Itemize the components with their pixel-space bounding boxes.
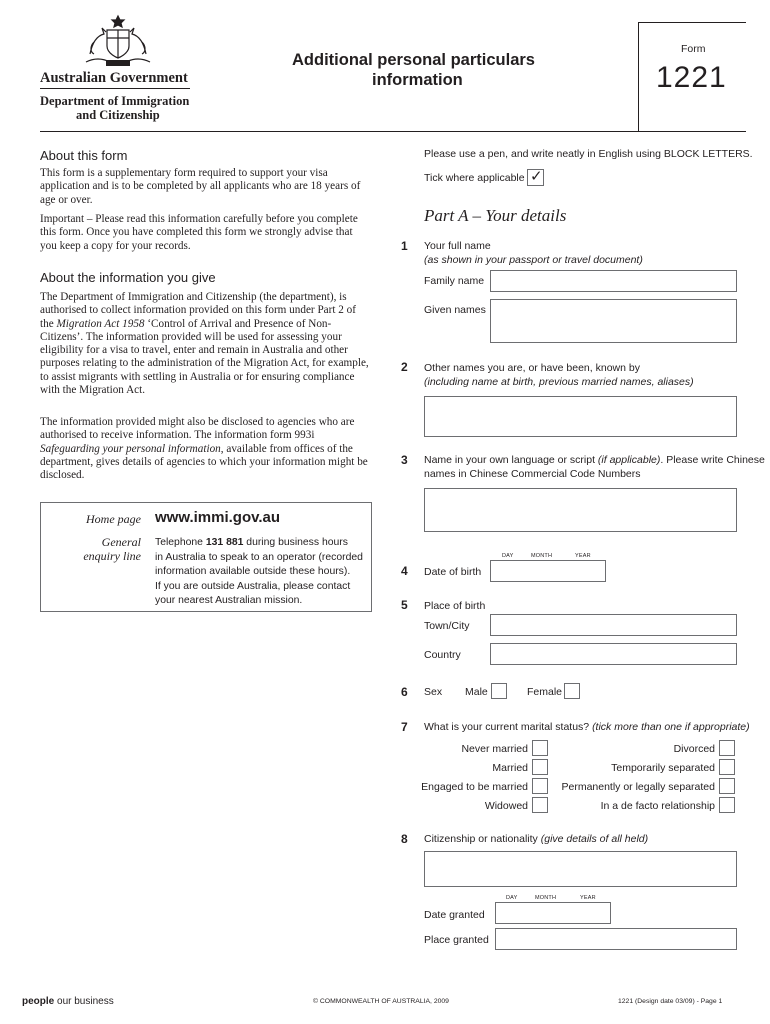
form-label: Form bbox=[681, 43, 706, 55]
granted-year-caption: YEAR bbox=[580, 895, 596, 901]
given-names-label: Given names bbox=[424, 304, 486, 316]
question-5-number: 5 bbox=[401, 598, 408, 612]
question-2-label: Other names you are, or have been, known by bbox=[424, 362, 640, 374]
question-8-label: Citizenship or nationality (give details of all held) bbox=[424, 833, 649, 845]
date-of-birth-field[interactable] bbox=[490, 560, 606, 582]
given-names-field[interactable] bbox=[490, 299, 737, 343]
town-city-label: Town/City bbox=[424, 620, 470, 632]
de-facto-checkbox[interactable] bbox=[719, 797, 735, 813]
form-number-box bbox=[638, 22, 746, 132]
question-8-number: 8 bbox=[401, 832, 408, 846]
check-mark-icon: ✓ bbox=[530, 168, 543, 185]
place-granted-field[interactable] bbox=[495, 928, 737, 950]
form-number: 1221 bbox=[656, 61, 727, 94]
tick-instruction: Tick where applicable bbox=[424, 172, 525, 184]
engaged-label: Engaged to be married bbox=[421, 781, 528, 793]
citizenship-field[interactable] bbox=[424, 851, 737, 887]
about-info-paragraph-1: The Department of Immigration and Citizenship (the department), is authorised to collect information provided on this form under Part 2 of the Migration Act 1958 ‘Control of Arrival and Presence of Non-Citizens’. The information provided will be used for assessing your eligibility for a visa to travel, enter and remain in Australia and other purposes relating to the administration of the Migration Act, for example, to assist migrants with settling in Australia or for ensuring compliance with the Migration Act. bbox=[40, 291, 369, 397]
part-a-heading: Part A – Your details bbox=[424, 206, 567, 225]
question-1-label: Your full name bbox=[424, 240, 491, 252]
contact-box bbox=[40, 502, 372, 612]
married-label: Married bbox=[492, 762, 528, 774]
footer-copyright: © COMMONWEALTH OF AUSTRALIA, 2009 bbox=[313, 998, 449, 1005]
question-1-subtext: (as shown in your passport or travel document) bbox=[424, 254, 643, 266]
temporarily-separated-label: Temporarily separated bbox=[611, 762, 715, 774]
never-married-checkbox[interactable] bbox=[532, 740, 548, 756]
permanently-separated-checkbox[interactable] bbox=[719, 778, 735, 794]
department-line-1: Department of Immigration bbox=[40, 94, 190, 108]
home-page-label: Home page bbox=[86, 512, 141, 526]
footer-page-info: 1221 (Design date 03/09) - Page 1 bbox=[618, 998, 723, 1005]
dob-day-caption: DAY bbox=[502, 553, 514, 559]
enquiry-text: Telephone 131 881 during business hours in Australia to speak to an operator (recorded information available outside these hours). If you are outside Australia, please contact your nearest Australian mission. bbox=[155, 537, 363, 607]
dob-year-caption: YEAR bbox=[575, 553, 591, 559]
question-2-number: 2 bbox=[401, 360, 408, 374]
permanently-separated-label: Permanently or legally separated bbox=[561, 781, 715, 793]
question-7-number: 7 bbox=[401, 720, 408, 734]
question-6-number: 6 bbox=[401, 685, 408, 699]
date-granted-field[interactable] bbox=[495, 902, 611, 924]
about-form-paragraph-1: This form is a supplementary form required to support your visa application and is to be completed by all applicants who are 18 years of age or over. bbox=[40, 167, 361, 206]
married-checkbox[interactable] bbox=[532, 759, 548, 775]
question-3-label: Name in your own language or script (if applicable). Please write Chinese bbox=[424, 454, 765, 466]
footer-tagline: people our business bbox=[22, 996, 114, 1007]
family-name-field[interactable] bbox=[490, 270, 737, 292]
date-granted-label: Date granted bbox=[424, 909, 485, 921]
other-names-field[interactable] bbox=[424, 396, 737, 437]
family-name-label: Family name bbox=[424, 275, 485, 287]
question-7-label: What is your current marital status? (tick more than one if appropriate) bbox=[424, 721, 750, 733]
form-title-line-2: information bbox=[372, 71, 463, 89]
country-field[interactable] bbox=[490, 643, 737, 665]
female-label: Female bbox=[527, 686, 563, 698]
writing-instruction: Please use a pen, and write neatly in English using BLOCK LETTERS. bbox=[424, 148, 753, 160]
never-married-label: Never married bbox=[461, 743, 528, 755]
about-form-paragraph-2: Important – Please read this information carefully before you complete this form. Once you have completed this form we strongly advise that you keep a copy for your records. bbox=[40, 213, 358, 252]
about-form-heading: About this form bbox=[40, 148, 128, 163]
question-4-number: 4 bbox=[401, 564, 408, 578]
widowed-label: Widowed bbox=[484, 800, 528, 812]
country-label: Country bbox=[424, 649, 461, 661]
home-page-url[interactable]: www.immi.gov.au bbox=[155, 509, 281, 526]
question-2-subtext: (including name at birth, previous married names, aliases) bbox=[424, 376, 694, 388]
date-of-birth-label: Date of birth bbox=[424, 566, 482, 578]
government-name: Australian Government bbox=[40, 70, 188, 86]
question-3-number: 3 bbox=[401, 453, 408, 467]
widowed-checkbox[interactable] bbox=[532, 797, 548, 813]
place-of-birth-label: Place of birth bbox=[424, 600, 486, 612]
form-title-line-1: Additional personal particulars bbox=[292, 51, 535, 69]
sex-label: Sex bbox=[424, 686, 443, 698]
enquiry-label-1: General bbox=[101, 535, 141, 549]
tick-example-box bbox=[527, 169, 544, 186]
coat-of-arms-icon bbox=[80, 12, 156, 70]
town-city-field[interactable] bbox=[490, 614, 737, 636]
female-checkbox[interactable] bbox=[564, 683, 580, 699]
granted-day-caption: DAY bbox=[506, 895, 518, 901]
male-checkbox[interactable] bbox=[491, 683, 507, 699]
about-info-paragraph-2: The information provided might also be disclosed to agencies who are authorised to receive information. The information form 993i Safeguarding your personal information, available from offices of the department, gives details of agencies to which your information might be disclosed. bbox=[40, 416, 368, 482]
de-facto-label: In a de facto relationship bbox=[600, 800, 715, 812]
question-1-number: 1 bbox=[401, 239, 408, 253]
department-line-2: and Citizenship bbox=[76, 108, 160, 122]
divorced-label: Divorced bbox=[673, 743, 715, 755]
native-script-name-field[interactable] bbox=[424, 488, 737, 532]
about-info-heading: About the information you give bbox=[40, 270, 216, 285]
dob-month-caption: MONTH bbox=[531, 553, 553, 559]
temporarily-separated-checkbox[interactable] bbox=[719, 759, 735, 775]
place-granted-label: Place granted bbox=[424, 934, 489, 946]
header-divider bbox=[40, 131, 746, 132]
enquiry-label-2: enquiry line bbox=[83, 549, 141, 563]
male-label: Male bbox=[465, 686, 488, 698]
granted-month-caption: MONTH bbox=[535, 895, 557, 901]
divorced-checkbox[interactable] bbox=[719, 740, 735, 756]
header-rule bbox=[40, 88, 190, 89]
question-3-label-line-2: names in Chinese Commercial Code Numbers bbox=[424, 468, 641, 480]
